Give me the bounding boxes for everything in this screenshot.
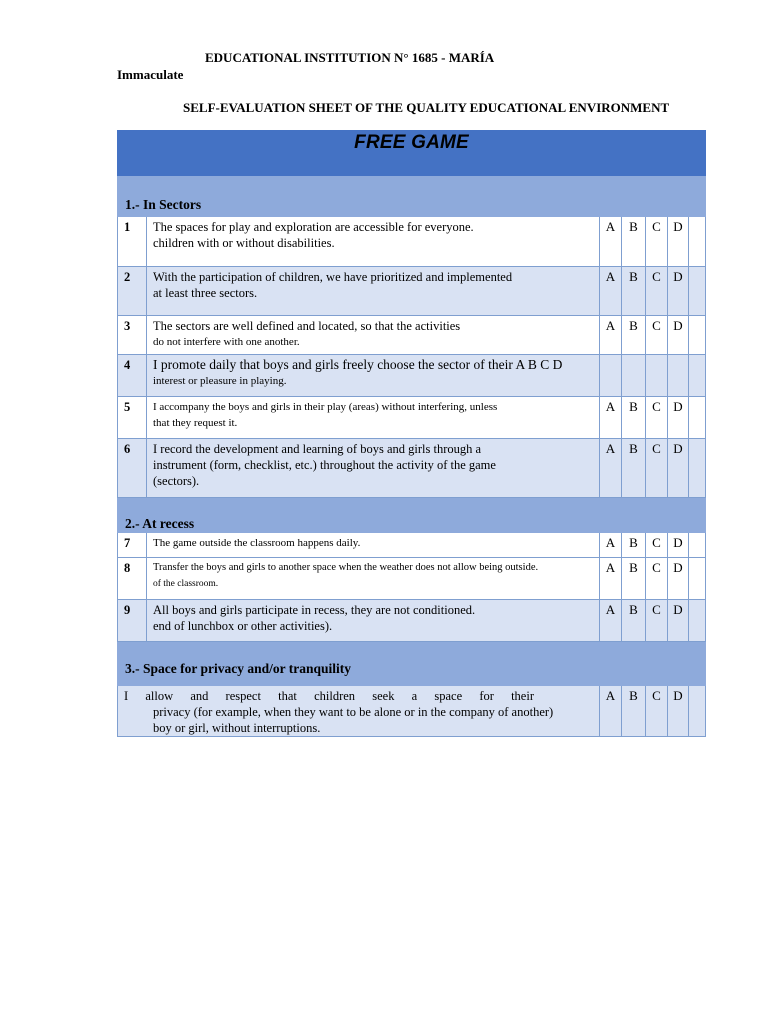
row-text-line: boy or girl, without interruptions.: [153, 721, 321, 735]
option-b[interactable]: B: [622, 267, 646, 316]
row-number: 7: [118, 533, 147, 558]
option-b[interactable]: B: [622, 558, 646, 600]
section-heading-row: [118, 176, 706, 217]
empty-cell: [689, 316, 706, 355]
row-text: [147, 316, 600, 355]
option-a[interactable]: A: [600, 439, 622, 498]
section-heading: 1.- In Sectors: [118, 176, 706, 217]
row-text-line: All boys and girls participate in recess, they are not conditioned.: [153, 603, 476, 617]
row-number: 4: [118, 355, 147, 397]
empty-cell: [689, 397, 706, 439]
option-a[interactable]: A: [600, 397, 622, 439]
row-text-line: children with or without disabilities.: [153, 236, 335, 250]
row-text-line: Transfer the boys and girls to another space when the weather does not allow being outside.: [153, 562, 539, 573]
row-text-line: I accompany the boys and girls in their play (areas) without interfering, unless: [153, 401, 498, 413]
section-heading: 3.- Space for privacy and/or tranquility: [118, 642, 706, 686]
option-d[interactable]: D: [668, 316, 689, 355]
option-b[interactable]: B: [622, 533, 646, 558]
option-b[interactable]: B: [622, 316, 646, 355]
row-text: [147, 355, 600, 397]
row-text-line: privacy (for example, when they want to be alone or in the company of another): [153, 705, 554, 719]
section-heading-row: [118, 498, 706, 533]
table-row: [118, 600, 706, 642]
empty-cell: [689, 355, 706, 397]
section-heading-row: [118, 642, 706, 686]
table-row: [118, 267, 706, 316]
row-number: 8: [118, 558, 147, 600]
empty-cell: [689, 686, 706, 737]
row-text: [147, 439, 600, 498]
option-c[interactable]: C: [646, 316, 668, 355]
section-heading: 2.- At recess: [118, 498, 706, 533]
empty-cell: [689, 558, 706, 600]
row-text: [147, 558, 600, 600]
option-b[interactable]: B: [622, 397, 646, 439]
option-d[interactable]: D: [668, 558, 689, 600]
row-text-line: I record the development and learning of boys and girls through a: [153, 442, 482, 456]
option-c[interactable]: C: [646, 397, 668, 439]
row-number: 2: [118, 267, 147, 316]
option-b[interactable]: B: [622, 600, 646, 642]
empty-cell: [689, 217, 706, 267]
table-row: [118, 217, 706, 267]
row-text-line: of the classroom.: [153, 579, 219, 589]
row-number: 1: [118, 217, 147, 267]
option-a[interactable]: A: [600, 217, 622, 267]
option-c[interactable]: C: [646, 686, 668, 737]
institution-name-continued: Immaculate: [117, 67, 184, 82]
row-text-line: The spaces for play and exploration are accessible for everyone.: [153, 220, 474, 234]
table-row: [118, 533, 706, 558]
option-c[interactable]: C: [646, 267, 668, 316]
option-c[interactable]: C: [646, 439, 668, 498]
row-text: [147, 600, 600, 642]
option-c[interactable]: C: [646, 600, 668, 642]
sheet-subtitle: SELF-EVALUATION SHEET OF THE QUALITY EDUCATIONAL ENVIRONMENT: [183, 100, 670, 115]
option-d[interactable]: D: [668, 686, 689, 737]
evaluation-table: [117, 130, 706, 737]
table-row: [118, 316, 706, 355]
option-d[interactable]: D: [668, 397, 689, 439]
option-a[interactable]: A: [600, 686, 622, 737]
row-text-line: The game outside the classroom happens daily.: [153, 537, 361, 549]
table-row: [118, 397, 706, 439]
row-text-line: instrument (form, checklist, etc.) throughout the activity of the game: [153, 458, 496, 472]
option-c[interactable]: C: [646, 217, 668, 267]
table-row: [118, 558, 706, 600]
empty-cell: [689, 439, 706, 498]
option-d[interactable]: D: [668, 600, 689, 642]
option-c[interactable]: C: [646, 533, 668, 558]
option-b[interactable]: B: [622, 439, 646, 498]
table-row: [118, 355, 706, 397]
row-text-line: end of lunchbox or other activities).: [153, 619, 333, 633]
option-a[interactable]: A: [600, 600, 622, 642]
option-c[interactable]: C: [646, 558, 668, 600]
table-row: [118, 686, 706, 737]
row-number: 6: [118, 439, 147, 498]
option-a[interactable]: A: [600, 533, 622, 558]
option-d[interactable]: D: [668, 533, 689, 558]
row-text: [147, 267, 600, 316]
option-a[interactable]: A: [600, 316, 622, 355]
empty-cell: [668, 355, 689, 397]
row-number: 5: [118, 397, 147, 439]
title-row: [118, 131, 706, 176]
row-text: [147, 533, 600, 558]
row-text: [147, 397, 600, 439]
institution-name: EDUCATIONAL INSTITUTION N° 1685 - MARÍA: [205, 50, 495, 65]
empty-cell: [622, 355, 646, 397]
table-row: [118, 439, 706, 498]
row-text-line: I promote daily that boys and girls freely choose the sector of their A B C D: [153, 357, 563, 372]
row-number: 3: [118, 316, 147, 355]
table-title: [118, 131, 706, 176]
row-text-line: that they request it.: [153, 417, 238, 429]
row-text: [147, 217, 600, 267]
row-text-line: do not interfere with one another.: [153, 336, 300, 348]
row-text-line: I allow and respect that children seek a space for their: [124, 689, 534, 703]
option-a[interactable]: A: [600, 267, 622, 316]
row-text-line: at least three sectors.: [153, 286, 258, 300]
empty-cell: [689, 267, 706, 316]
option-b[interactable]: B: [622, 686, 646, 737]
empty-cell: [646, 355, 668, 397]
option-b[interactable]: B: [622, 217, 646, 267]
option-d[interactable]: D: [668, 267, 689, 316]
option-a[interactable]: A: [600, 558, 622, 600]
row-text-line: With the participation of children, we have prioritized and implemented: [153, 270, 513, 284]
table-title-text: FREE GAME: [354, 132, 469, 153]
row-text-line: The sectors are well defined and located, so that the activities: [153, 319, 461, 333]
empty-cell: [689, 600, 706, 642]
row-text: [118, 686, 600, 737]
empty-cell: [600, 355, 622, 397]
option-d[interactable]: D: [668, 217, 689, 267]
empty-cell: [689, 533, 706, 558]
row-text-line: (sectors).: [153, 474, 200, 488]
option-d[interactable]: D: [668, 439, 689, 498]
row-number: 9: [118, 600, 147, 642]
row-text-line: interest or pleasure in playing.: [153, 375, 287, 387]
